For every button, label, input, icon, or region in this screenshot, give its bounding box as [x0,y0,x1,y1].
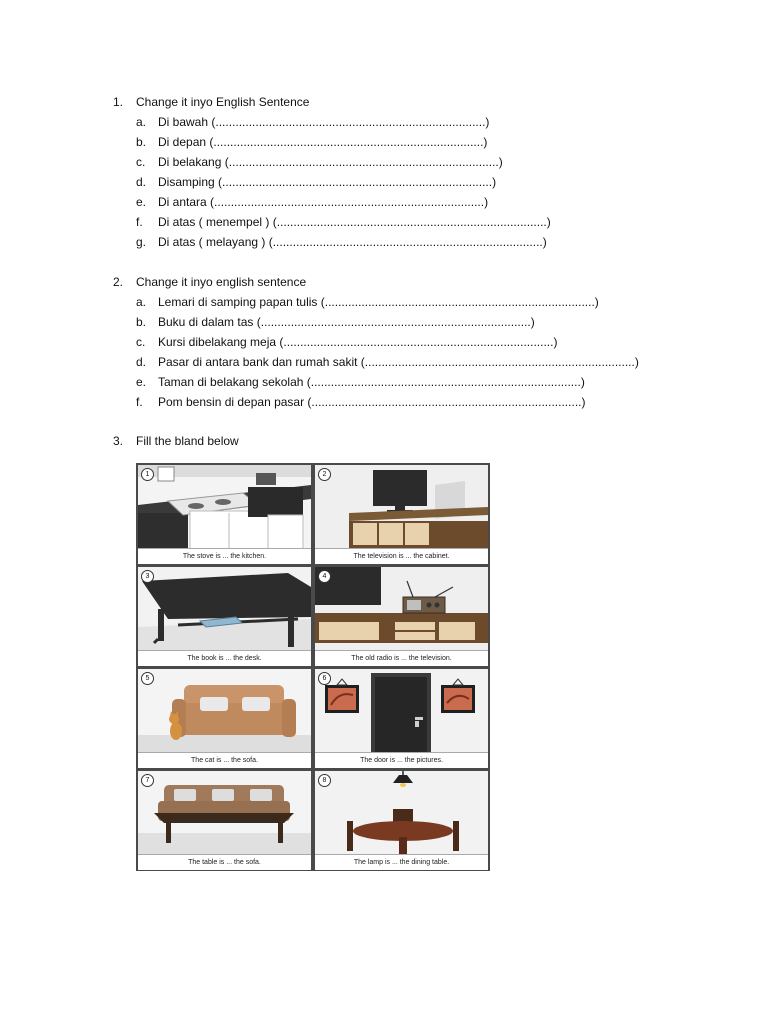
item-letter: a. [136,115,147,129]
kitchen-stove-picture [138,465,311,564]
item-letter: a. [136,295,147,309]
table-sofa-picture [138,771,311,870]
picture-number: 1 [141,468,154,481]
item-text: Buku di dalam tas (.................................................................................) [158,315,535,329]
picture-number: 3 [141,570,154,583]
item-text: Di antara (.................................................................................) [158,195,489,209]
item-letter: d. [136,175,147,189]
item-text: Disamping (.................................................................................) [158,175,497,189]
picture-caption: The table is ... the sofa. [138,854,311,870]
picture-number: 8 [318,774,331,787]
picture-caption: The door is ... the pictures. [315,752,488,768]
picture-caption: The television is ... the cabinet. [315,548,488,564]
book-desk-picture [138,567,311,666]
item-letter: f. [136,215,143,229]
picture-number: 2 [318,468,331,481]
question-number: 3. [113,434,124,448]
lamp-dining-table-picture [315,771,488,870]
picture-grid [136,463,490,871]
picture-caption: The old radio is ... the television. [315,650,488,666]
item-letter: d. [136,355,147,369]
item-letter: e. [136,195,147,209]
item-text: Pasar di antara bank dan rumah sakit (.................................................................................) [158,355,639,369]
item-text: Taman di belakang sekolah (.................................................................................) [158,375,585,389]
question-number: 2. [113,275,124,289]
item-text: Di atas ( melayang ) (.................................................................................) [158,235,547,249]
radio-television-picture [315,567,488,666]
item-text: Kursi dibelakang meja (.................................................................................) [158,335,558,349]
picture-caption: The book is ... the desk. [138,650,311,666]
item-text: Di atas ( menempel ) (.................................................................................) [158,215,551,229]
item-letter: c. [136,335,146,349]
item-text: Di belakang (.................................................................................) [158,155,503,169]
item-text: Lemari di samping papan tulis (.................................................................................) [158,295,599,309]
item-letter: g. [136,235,147,249]
picture-number: 5 [141,672,154,685]
item-letter: b. [136,135,147,149]
picture-caption: The stove is ... the kitchen. [138,548,311,564]
item-text: Di depan (.................................................................................) [158,135,488,149]
television-cabinet-picture [315,465,488,564]
item-letter: c. [136,155,146,169]
picture-number: 6 [318,672,331,685]
door-pictures-picture [315,669,488,768]
item-letter: e. [136,375,147,389]
picture-number: 7 [141,774,154,787]
cat-sofa-picture [138,669,311,768]
question-text: Change it inyo English Sentence [136,95,310,109]
picture-caption: The cat is ... the sofa. [138,752,311,768]
question-number: 1. [113,95,124,109]
picture-number: 4 [318,570,331,583]
question-text: Change it inyo english sentence [136,275,307,289]
picture-caption: The lamp is ... the dining table. [315,854,488,870]
item-text: Di bawah (.................................................................................) [158,115,490,129]
item-letter: b. [136,315,147,329]
question-text: Fill the bland below [136,434,239,448]
item-letter: f. [136,395,143,409]
item-text: Pom bensin di depan pasar (.................................................................................) [158,395,586,409]
